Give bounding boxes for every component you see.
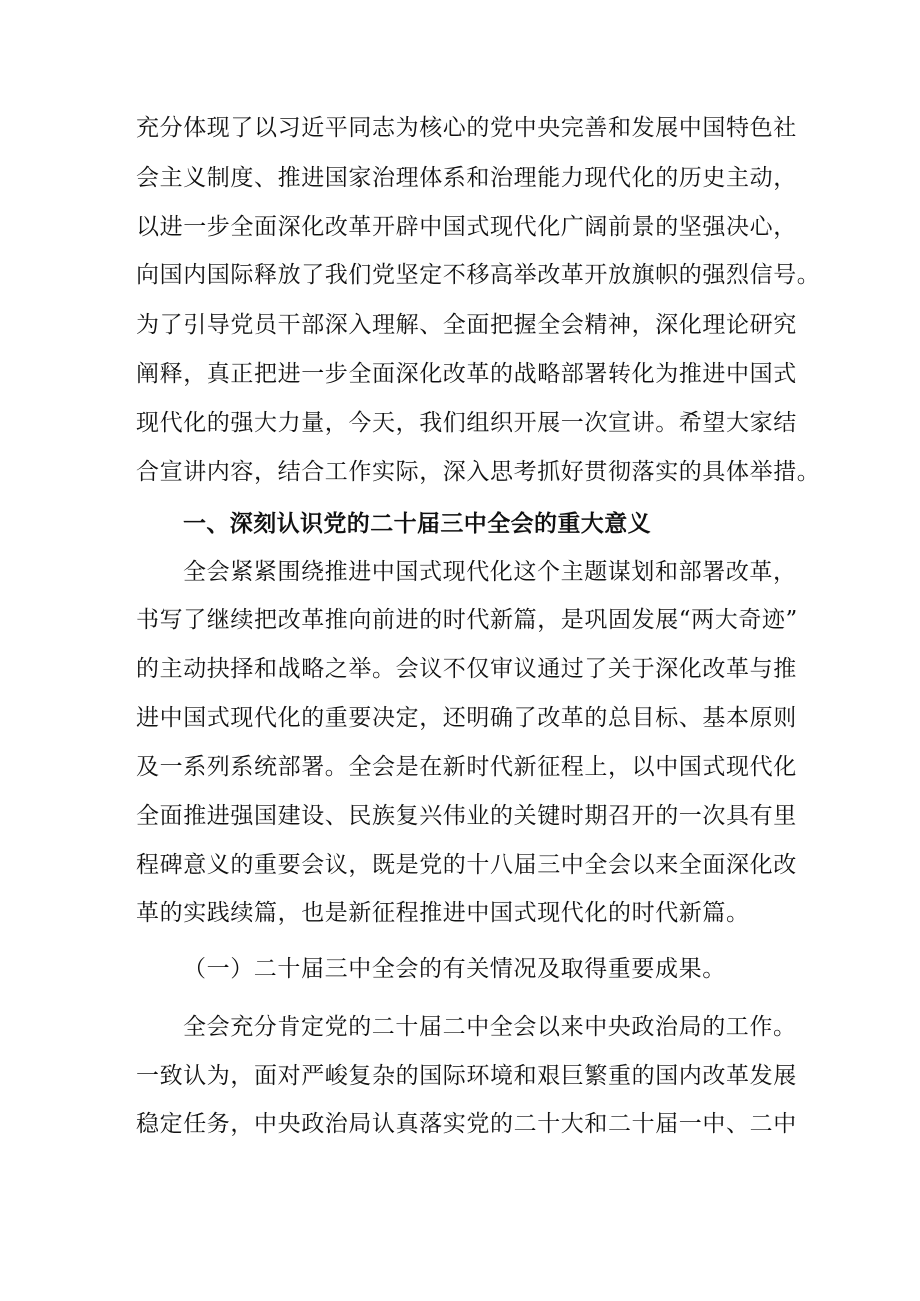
paragraph-2-line: 的主动抉择和战略之举。会议不仅审议通过了关于深化改革与推 <box>136 656 797 682</box>
paragraph-1-line: 阐释，真正把进一步全面深化改革的战略部署转化为推进中国式 <box>136 361 797 387</box>
paragraph-2-line: 全会紧紧围绕推进中国式现代化这个主题谋划和部署改革， <box>183 559 797 585</box>
sub-heading: （一）二十届三中全会的有关情况及取得重要成果。 <box>183 956 726 982</box>
paragraph-1-line: 向国内国际释放了我们党坚定不移高举改革开放旗帜的强烈信号。 <box>136 262 821 288</box>
paragraph-3-line: 全会充分肯定党的二十届二中全会以来中央政治局的工作。 <box>183 1014 797 1040</box>
paragraph-3-line: 一致认为，面对严峻复杂的国际环境和艰巨繁重的国内改革发展 <box>136 1063 797 1089</box>
paragraph-2-line: 程碑意义的重要会议，既是党的十八届三中全会以来全面深化改 <box>136 852 797 878</box>
paragraph-1-line: 以进一步全面深化改革开辟中国式现代化广阔前景的坚强决心， <box>136 214 797 240</box>
section-heading: 一、深刻认识党的二十届三中全会的重大意义 <box>183 511 651 537</box>
paragraph-1-line: 为了引导党员干部深入理解、全面把握全会精神，深化理论研究 <box>136 312 797 338</box>
paragraph-1-line: 现代化的强大力量，今天，我们组织开展一次宣讲。希望大家结 <box>136 410 797 436</box>
paragraph-1-line: 会主义制度、推进国家治理体系和治理能力现代化的历史主动， <box>136 165 797 191</box>
paragraph-3-line: 稳定任务，中央政治局认真落实党的二十大和二十届一中、二中 <box>136 1111 797 1137</box>
paragraph-1-line: 充分体现了以习近平同志为核心的党中央完善和发展中国特色社 <box>136 115 797 141</box>
paragraph-2-line: 革的实践续篇，也是新征程推进中国式现代化的时代新篇。 <box>136 900 750 926</box>
paragraph-2-line: 书写了继续把改革推向前进的时代新篇，是巩固发展“两大奇迹” <box>136 607 798 633</box>
paragraph-2-line: 及一系列系统部署。全会是在新时代新征程上，以中国式现代化 <box>136 754 797 780</box>
paragraph-2-line: 全面推进强国建设、民族复兴伟业的关键时期召开的一次具有里 <box>136 803 797 829</box>
paragraph-1-line: 合宣讲内容，结合工作实际，深入思考抓好贯彻落实的具体举措。 <box>136 459 821 485</box>
paragraph-2-line: 进中国式现代化的重要决定，还明确了改革的总目标、基本原则 <box>136 705 797 731</box>
